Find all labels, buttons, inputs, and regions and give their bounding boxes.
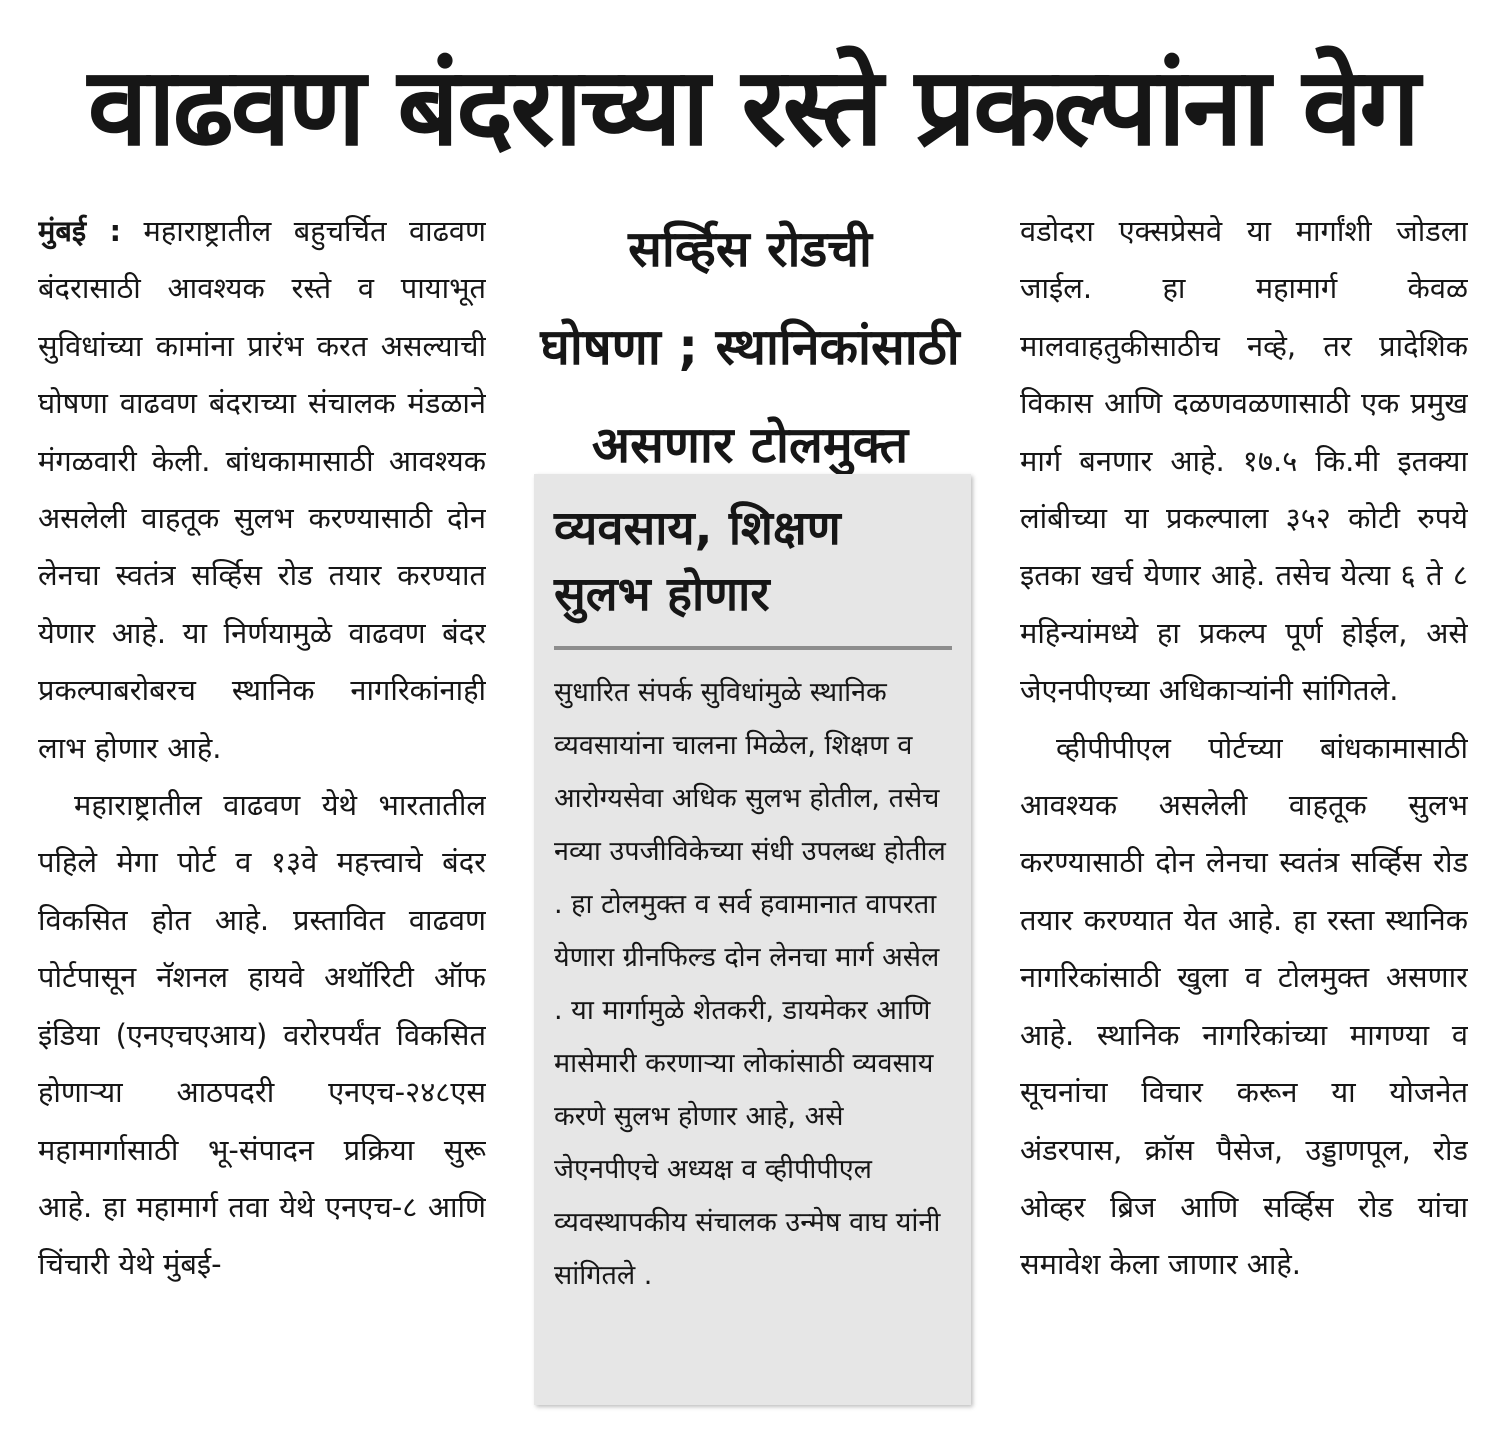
- right-paragraph-1: वडोदरा एक्सप्रेसवे या मार्गांशी जोडला जाईल. हा महामार्ग केवळ मालवाहतुकीसाठीच नव्हे, तर प्रादेशिक विकास आणि दळणवळणासाठी एक प्रमुख मार्ग बनणार आहे. १७.५ कि.मी इतक्या लांबीच्या या प्रकल्पाला ३५२ कोटी रुपये इतका खर्च येणार आहे. तसेच येत्या ६ ते ८ महिन्यांमध्ये हा प्रकल्प पूर्ण होईल, असे जेएनपीएच्या अधिकाऱ्यांनी सांगितले.: [1020, 214, 1468, 708]
- right-column: [1020, 203, 1468, 1439]
- right-paragraph-2: व्हीपीपीएल पोर्टच्या बांधकामासाठी आवश्यक असलेली वाहतूक सुलभ करण्यासाठी दोन लेनचा स्वतंत्र सर्व्हिस रोड तयार करण्यात येत आहे. हा रस्ता स्थानिक नागरिकांसाठी खुला व टोलमुक्त असणार आहे. स्थानिक नागरिकांच्या मागण्या व सूचनांचा विचार करून या योजनेत अंडरपास, क्रॉस पैसेज, उड्डाणपूल, रोड ओव्हर ब्रिज आणि सर्व्हिस रोड यांचा समावेश केला जाणार आहे.: [1020, 730, 1468, 1282]
- subheadline-line-3: असणार टोलमुक्त: [591, 416, 909, 474]
- left-paragraph-2: महाराष्ट्रातील वाढवण येथे भारतातील पहिले मेगा पोर्ट व १३वे महत्त्वाचे बंदर विकसित होत आहे. प्रस्तावित वाढवण पोर्टपासून नॅशनल हायवे अथॉरिटी ऑफ इंडिया (एनएचएआय) वरोरपर्यंत विकसित होणाऱ्या आठपदरी एनएच-२४८एस महामार्गासाठी भू-संपादन प्रक्रिया सुरू आहे. हा महामार्ग तवा येथे एनएच-८ आणि चिंचारी येथे मुंबई-: [38, 788, 486, 1282]
- dateline: मुंबई :: [38, 214, 122, 248]
- sidebar-title-line-2: सुलभ होणार: [554, 567, 770, 622]
- left-paragraph-1: [38, 203, 486, 777]
- sidebar-body: सुधारित संपर्क सुविधांमुळे स्थानिक व्यवसायांना चालना मिळेल, शिक्षण व आरोग्यसेवा अधिक सुलभ होतील, तसेच नव्या उपजीविकेच्या संधी उपलब्ध होतील . हा टोलमुक्त व सर्व हवामानात वापरता येणारा ग्रीनफिल्ड दोन लेनचा मार्ग असेल . या मार्गामुळे शेतकरी, डायमेकर आणि मासेमारी करणाऱ्या लोकांसाठी व्यवसाय करणे सुलभ होणार आहे, असे जेएनपीएचे अध्यक्ष व व्हीपीपीएल व्यवस्थापकीय संचालक उन्मेष वाघ यांनी सांगितले .: [554, 677, 946, 1291]
- subheadline-line-1: सर्व्हिस रोडची: [628, 220, 872, 278]
- sidebar-divider: [554, 646, 952, 650]
- left-paragraph-1-text: महाराष्ट्रातील बहुचर्चित वाढवण बंदरासाठी आवश्यक रस्ते व पायाभूत सुविधांच्या कामांना प्रारंभ करत असल्याची घोषणा वाढवण बंदराच्या संचालक मंडळाने मंगळवारी केली. बांधकामासाठी आवश्यक असलेली वाहतूक सुलभ करण्यासाठी दोन लेनचा स्वतंत्र सर्व्हिस रोड तयार करण्यात येणार आहे. या निर्णयामुळे वाढवण बंदर प्रकल्पाबरोबरच स्थानिक नागरिकांनाही लाभ होणार आहे.: [38, 214, 486, 765]
- sidebar-box: [534, 474, 971, 1405]
- subheadline-line-2: घोषणा ; स्थानिकांसाठी: [540, 318, 960, 376]
- left-column: [38, 203, 486, 1439]
- sidebar-title: [554, 496, 964, 628]
- article-headline: वाढवण बंदराच्या रस्ते प्रकल्पांना वेग: [87, 45, 1418, 170]
- sidebar-title-line-1: व्यवसाय, शिक्षण: [554, 501, 841, 556]
- article-subheadline: [520, 200, 980, 494]
